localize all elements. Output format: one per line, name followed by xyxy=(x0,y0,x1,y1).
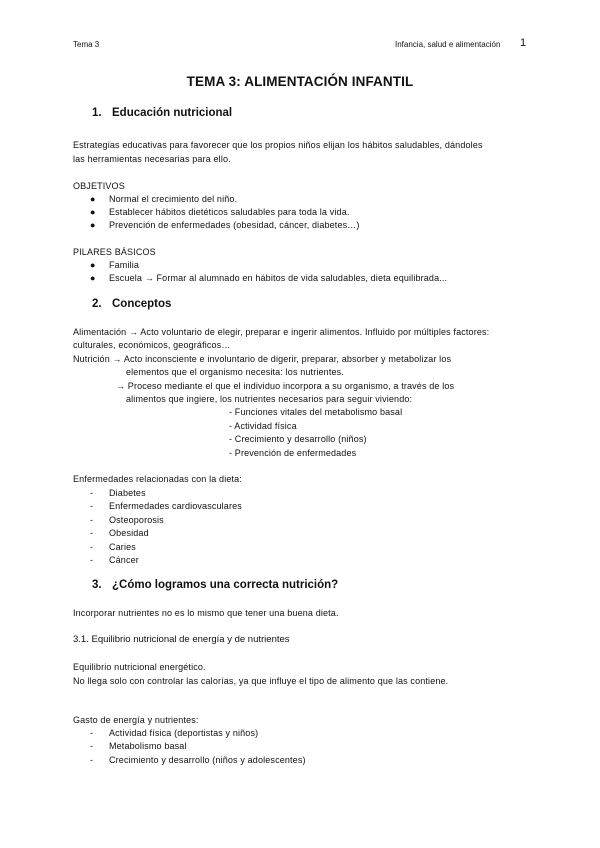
alimentacion-line: Alimentación → Acto voluntario de elegir, preparar e ingerir alimentos. Influido por múltiples factores: xyxy=(73,327,490,337)
enfermedad-item: Caries xyxy=(109,542,136,552)
s1-intro-line: las herramientas necesarias para ello. xyxy=(73,154,231,164)
dash-marker: - xyxy=(90,741,93,751)
equilibrio-line: Equilibrio nutricional energético. xyxy=(73,662,206,672)
nutricion-line: elementos que el organismo necesita: los nutrientes. xyxy=(126,367,344,377)
s1-intro-line: Estrategias educativas para favorecer que los propios niños elijan los hábitos saludables, dándoles xyxy=(73,140,483,150)
dash-marker: - xyxy=(90,515,93,525)
dash-marker: - xyxy=(90,501,93,511)
nutricion-line: → Proceso mediante el que el individuo incorpora a su organismo, a través de los xyxy=(116,381,455,391)
section-title: Conceptos xyxy=(112,298,172,310)
dash-marker: - xyxy=(90,542,93,552)
equilibrio-line: No llega solo con controlar las calorías, ya que influye el tipo de alimento que las contiene. xyxy=(73,676,449,686)
objetivo-item: Establecer hábitos dietéticos saludables para toda la vida. xyxy=(109,207,350,217)
gasto-item: Metabolismo basal xyxy=(109,741,187,751)
dash-marker: - xyxy=(90,555,93,565)
objetivo-item: Prevención de enfermedades (obesidad, cáncer, diabetes…) xyxy=(109,220,360,230)
enfermedad-item: Diabetes xyxy=(109,488,146,498)
bullet-icon: ● xyxy=(90,220,96,230)
section-title: ¿Cómo logramos una correcta nutrición? xyxy=(112,579,339,591)
section-1-heading xyxy=(92,107,232,119)
funcion-item: - Crecimiento y desarrollo (niños) xyxy=(229,434,367,444)
enfermedades-label: Enfermedades relacionadas con la dieta: xyxy=(73,474,242,484)
pilares-label: PILARES BÁSICOS xyxy=(73,247,156,257)
section-number: 3. xyxy=(92,579,102,591)
section-number: 1. xyxy=(92,107,102,119)
page-title: TEMA 3: ALIMENTACIÓN INFANTIL xyxy=(186,74,414,89)
enfermedad-item: Cáncer xyxy=(109,555,139,565)
s3-intro: Incorporar nutrientes no es lo mismo que tener una buena dieta. xyxy=(73,608,339,618)
bullet-icon: ● xyxy=(90,207,96,217)
dash-marker: - xyxy=(90,488,93,498)
header-left: Tema 3 xyxy=(73,40,100,49)
section-title: Educación nutricional xyxy=(112,107,233,119)
section-2-heading xyxy=(92,298,171,310)
enfermedad-item: Osteoporosis xyxy=(109,515,164,525)
subsection-3-1-heading: 3.1. Equilibrio nutricional de energía y de nutrientes xyxy=(73,634,290,645)
dash-marker: - xyxy=(90,728,93,738)
section-number: 2. xyxy=(92,298,102,310)
page-number: 1 xyxy=(520,37,527,49)
dash-marker: - xyxy=(90,755,93,765)
pilar-item: Escuela → Formar al alumnado en hábitos de vida saludables, dieta equilibrada... xyxy=(109,273,448,283)
enfermedad-item: Obesidad xyxy=(109,528,149,538)
pilar-item: Familia xyxy=(109,260,140,270)
objetivo-item: Normal el crecimiento del niño. xyxy=(109,194,238,204)
bullet-icon: ● xyxy=(90,194,96,204)
header-right: Infancia, salud e alimentación xyxy=(395,40,501,49)
funcion-item: - Funciones vitales del metabolismo basal xyxy=(229,407,403,417)
gasto-item: Actividad física (deportistas y niños) xyxy=(109,728,259,738)
section-3-heading xyxy=(92,579,338,591)
bullet-icon: ● xyxy=(90,260,96,270)
funcion-item: - Prevención de enfermedades xyxy=(229,448,357,458)
nutricion-line: alimentos que ingiere, los nutrientes necesarios para seguir viviendo: xyxy=(126,394,413,404)
funcion-item: - Actividad física xyxy=(229,421,297,431)
gasto-label: Gasto de energía y nutrientes: xyxy=(73,715,199,725)
dash-marker: - xyxy=(90,528,93,538)
alimentacion-line: culturales, económicos, geográficos… xyxy=(73,340,231,350)
enfermedad-item: Enfermedades cardiovasculares xyxy=(109,501,242,511)
gasto-item: Crecimiento y desarrollo (niños y adolescentes) xyxy=(109,755,306,765)
bullet-icon: ● xyxy=(90,273,96,283)
nutricion-line: Nutrición → Acto inconsciente e involuntario de digerir, preparar, absorber y metabolizar los xyxy=(73,354,452,364)
objetivos-label: OBJETIVOS xyxy=(73,181,125,191)
